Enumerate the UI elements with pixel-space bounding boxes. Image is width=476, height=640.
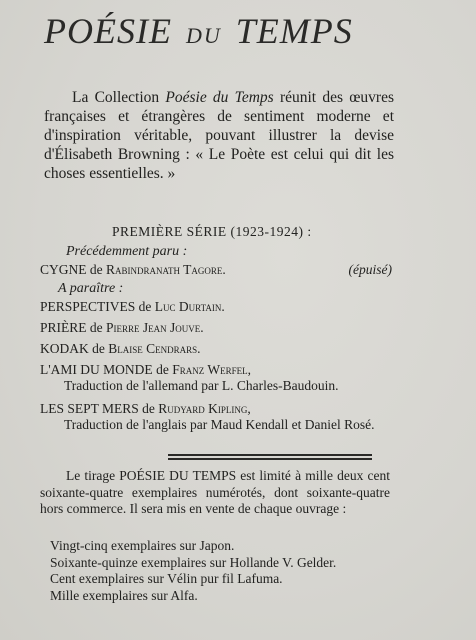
entry-translation: Traduction de l'allemand par L. Charles-Baudouin. <box>64 378 339 393</box>
divider-rule-bottom <box>168 458 372 460</box>
entry-title: PRIÈRE <box>40 320 87 335</box>
page-title <box>44 10 353 52</box>
entry-de: de <box>138 401 159 416</box>
intro-text-before: La Collection <box>72 89 166 106</box>
entry-de: de <box>135 299 155 314</box>
title-part1: POÉSIE <box>44 11 172 51</box>
entry-title: LES SEPT MERS <box>40 401 139 416</box>
entry-translation: Traduction de l'anglais par Maud Kendall et Daniel Rosé. <box>64 417 375 432</box>
copies-list <box>50 538 336 604</box>
entry-de: de <box>152 362 173 377</box>
intro-collection-name: Poésie du Temps <box>165 89 274 106</box>
entry-title: L'AMI DU MONDE <box>40 362 153 377</box>
entry-priere <box>40 320 392 336</box>
title-du: DU <box>185 23 222 48</box>
entry-de: de <box>86 262 106 277</box>
copies-item: Soixante-quinze exemplaires sur Hollande V. Gelder. <box>50 554 337 570</box>
entry-sept-mers <box>40 401 392 433</box>
collection-intro <box>44 88 394 183</box>
entry-perspectives <box>40 299 392 315</box>
entry-author: Rudyard Kipling, <box>158 401 251 416</box>
copies-item: Mille exemplaires sur Alfa. <box>50 587 198 603</box>
entry-de: de <box>86 320 107 335</box>
copies-item: Vingt-cinq exemplaires sur Japon. <box>50 538 235 553</box>
title-part2: TEMPS <box>235 11 353 51</box>
forthcoming-label: A paraître : <box>58 281 124 296</box>
entry-author: Franz Werfel, <box>172 362 251 377</box>
entry-author: Pierre Jean Jouve. <box>106 320 204 335</box>
published-label: Précédemment paru : <box>66 244 188 259</box>
entry-ami-du-monde <box>40 362 392 394</box>
entry-cygne <box>40 262 392 278</box>
entry-author: Blaise Cendrars. <box>108 341 201 356</box>
entry-title: KODAK <box>40 341 89 356</box>
entry-author: Luc Durtain. <box>154 299 225 314</box>
entry-title: CYGNE <box>40 262 87 277</box>
print-run-text <box>40 468 390 518</box>
series-heading: PREMIÈRE SÉRIE (1923-1924) : <box>112 224 312 239</box>
intro-text-after: réunit des œuvres françaises et étrangères de sentiment moderne et d'inspiration véritable, pouvant illustrer la devise d'Élisabeth Browning : « Le Poète est celui qui dit les choses essentielles. » <box>44 89 395 182</box>
entry-author: Rabindranath Tagore. <box>106 262 226 277</box>
copies-item: Cent exemplaires sur Vélin pur fil Lafuma. <box>50 571 283 586</box>
entry-de: de <box>88 341 109 356</box>
divider-rule-top <box>168 454 372 456</box>
entry-note: (épuisé) <box>348 262 392 277</box>
entry-kodak <box>40 341 392 357</box>
entry-title: PERSPECTIVES <box>40 299 136 314</box>
print-run-body: Le tirage POÉSIE DU TEMPS est limité à mille deux cent soixante-quatre exemplaires numérotés, dont soixante-quatre hors commerce. Il sera mis en vente de chaque ouvrage : <box>40 468 390 516</box>
